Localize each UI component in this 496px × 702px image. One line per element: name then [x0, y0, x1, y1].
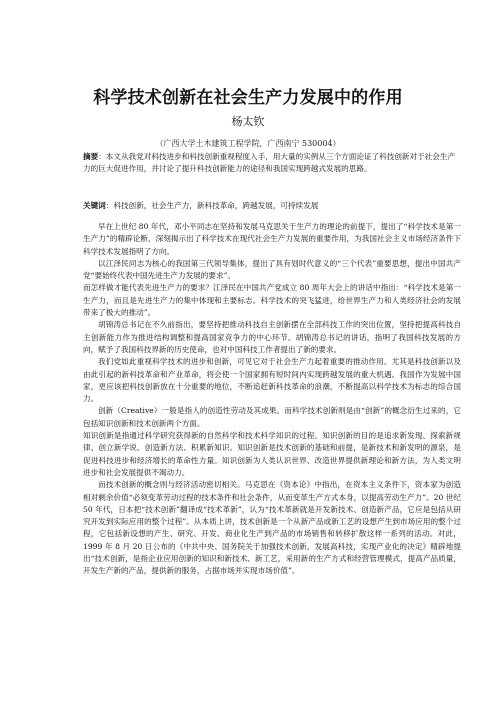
paragraph-7: 知识创新是指通过科学研究获得新的自然科学和技术科学知识的过程。知识创新的目的是追求新发现、探索新规律、创立新学说、创造新方法、积累新知识。知识创新是技术创新的基础和前提，是新技术和新发明的源泉，是促进科技进步和经济增长的革命性力量。知识创新为人类认识世界、改造世界提供新理论和新方法，为人类文明进步和社会发展提供不竭动力。 [83, 431, 461, 477]
body-text [83, 221, 461, 578]
keywords-text: ：科技创新，社会生产力，新科技革命，跨越发展，可持续发展 [105, 201, 319, 210]
keywords [83, 200, 461, 212]
keywords-label: 关键词 [83, 201, 106, 210]
paragraph-2: 以江泽民同志为核心的我国第三代领导集体，提出了具有划时代意义的“三个代表”重要思想，提出中国共产党“要始终代表中国先进生产力发展的要求”。 [83, 258, 461, 281]
paragraph-6: 创新（Creative）一般是指人的创造性劳动及其成果。而科学技术创新则是由“创新”的概念衍生过来的，它包括知识创新和技术创新两个方面。 [83, 406, 461, 428]
paper-title: 科学技术创新在社会生产力发展中的作用 [93, 88, 403, 108]
paragraph-5: 我们党如此重视科学技术的进步和创新，可见它对于社会生产力起着重要的推动作用。尤其是科技创新以及由此引起的新科技革命和产业革命，将会使一个国家拥有短时间内实现跨越发展的重大机遇。我国作为发展中国家，更应该把科技创新放在十分重要的地位，不断追赶新科技革命的浪潮，不断提高以科学技术为标志的综合国力。 [83, 357, 461, 404]
abstract [83, 151, 461, 176]
abstract-label: 摘要 [83, 152, 99, 161]
paragraph-1: 早在上世纪 80 年代，邓小平同志在坚持和发展马克思关于生产力的理论的前提下，提出了“科学技术是第一生产力”的精辟论断，深刻揭示出了科学技术在现代社会生产力发展的重要作用，为我国社会主义市场经济条件下科学技术发展指明了方向。 [83, 222, 461, 256]
abstract-text: ：本文从我党对科技进步和科技创新重视程度入手，用大量的实例从三个方面论证了科技创新对于社会生产力的巨大促进作用，并讨论了提升科技创新能力的途径和我国实现跨越式发展的思路。 [83, 152, 456, 174]
paragraph-3: 而怎样做才能代表先进生产力的要求？江泽民在中国共产党成立 80 周年大会上的讲话中指出：“科学技术是第一生产力，而且是先进生产力的集中体现和主要标志。科学技术的突飞猛进，给世界生产力和人类经济社会的发展带来了极大的推动”。 [83, 283, 461, 318]
author-affiliation: （广西大学土木建筑工程学院，广西南宁 530004） [155, 139, 341, 148]
paragraph-4: 胡锦涛总书记在不久前指出，要坚持把推动科技自主创新摆在全部科技工作的突出位置，坚持把提高科技自主创新能力作为推进结构调整和提高国家竞争力的中心环节。胡锦涛总书记的讲话，指明了我国科技发展的方向，赋予了我国科技界新的历史使命，也对中国科技工作者提出了新的要求。 [83, 320, 461, 354]
author-name: 杨太钦 [231, 115, 265, 128]
paragraph-8: 而技术创新的概念则与经济活动密切相关。马克思在《资本论》中指出，在资本主义条件下，资本家为创造相对剩余价值“必须变革劳动过程的技术条件和社会条件，从而变革生产方式本身，以提高劳动生产力”。20 世纪 50 年代，日本把“技术创新”翻译成“技术革新”，认为“技术革新就是开发新技术、创造新产品，它应是包括从研究开发到实际应用的整个过程”。从本质上讲，技术创新是一个从新产品或新工艺的设想产生到市场应用的整个过程，它包括新设想的产生、研究、开发、商业化生产到产品的市场销售和转移扩散这样一系列的活动。对此，1999 年 8 月 20 日公布的《中共中央、国务院关于加强技术创新，发展高科技，实现产业化的决定》精辟地提出“技术创新，是指企业应用创新的知识和新技术、新工艺，采用新的生产方式和经营管理模式，提高产品质量，开发生产新的产品，提供新的服务，占据市场并实现市场价值”。 [83, 480, 461, 576]
